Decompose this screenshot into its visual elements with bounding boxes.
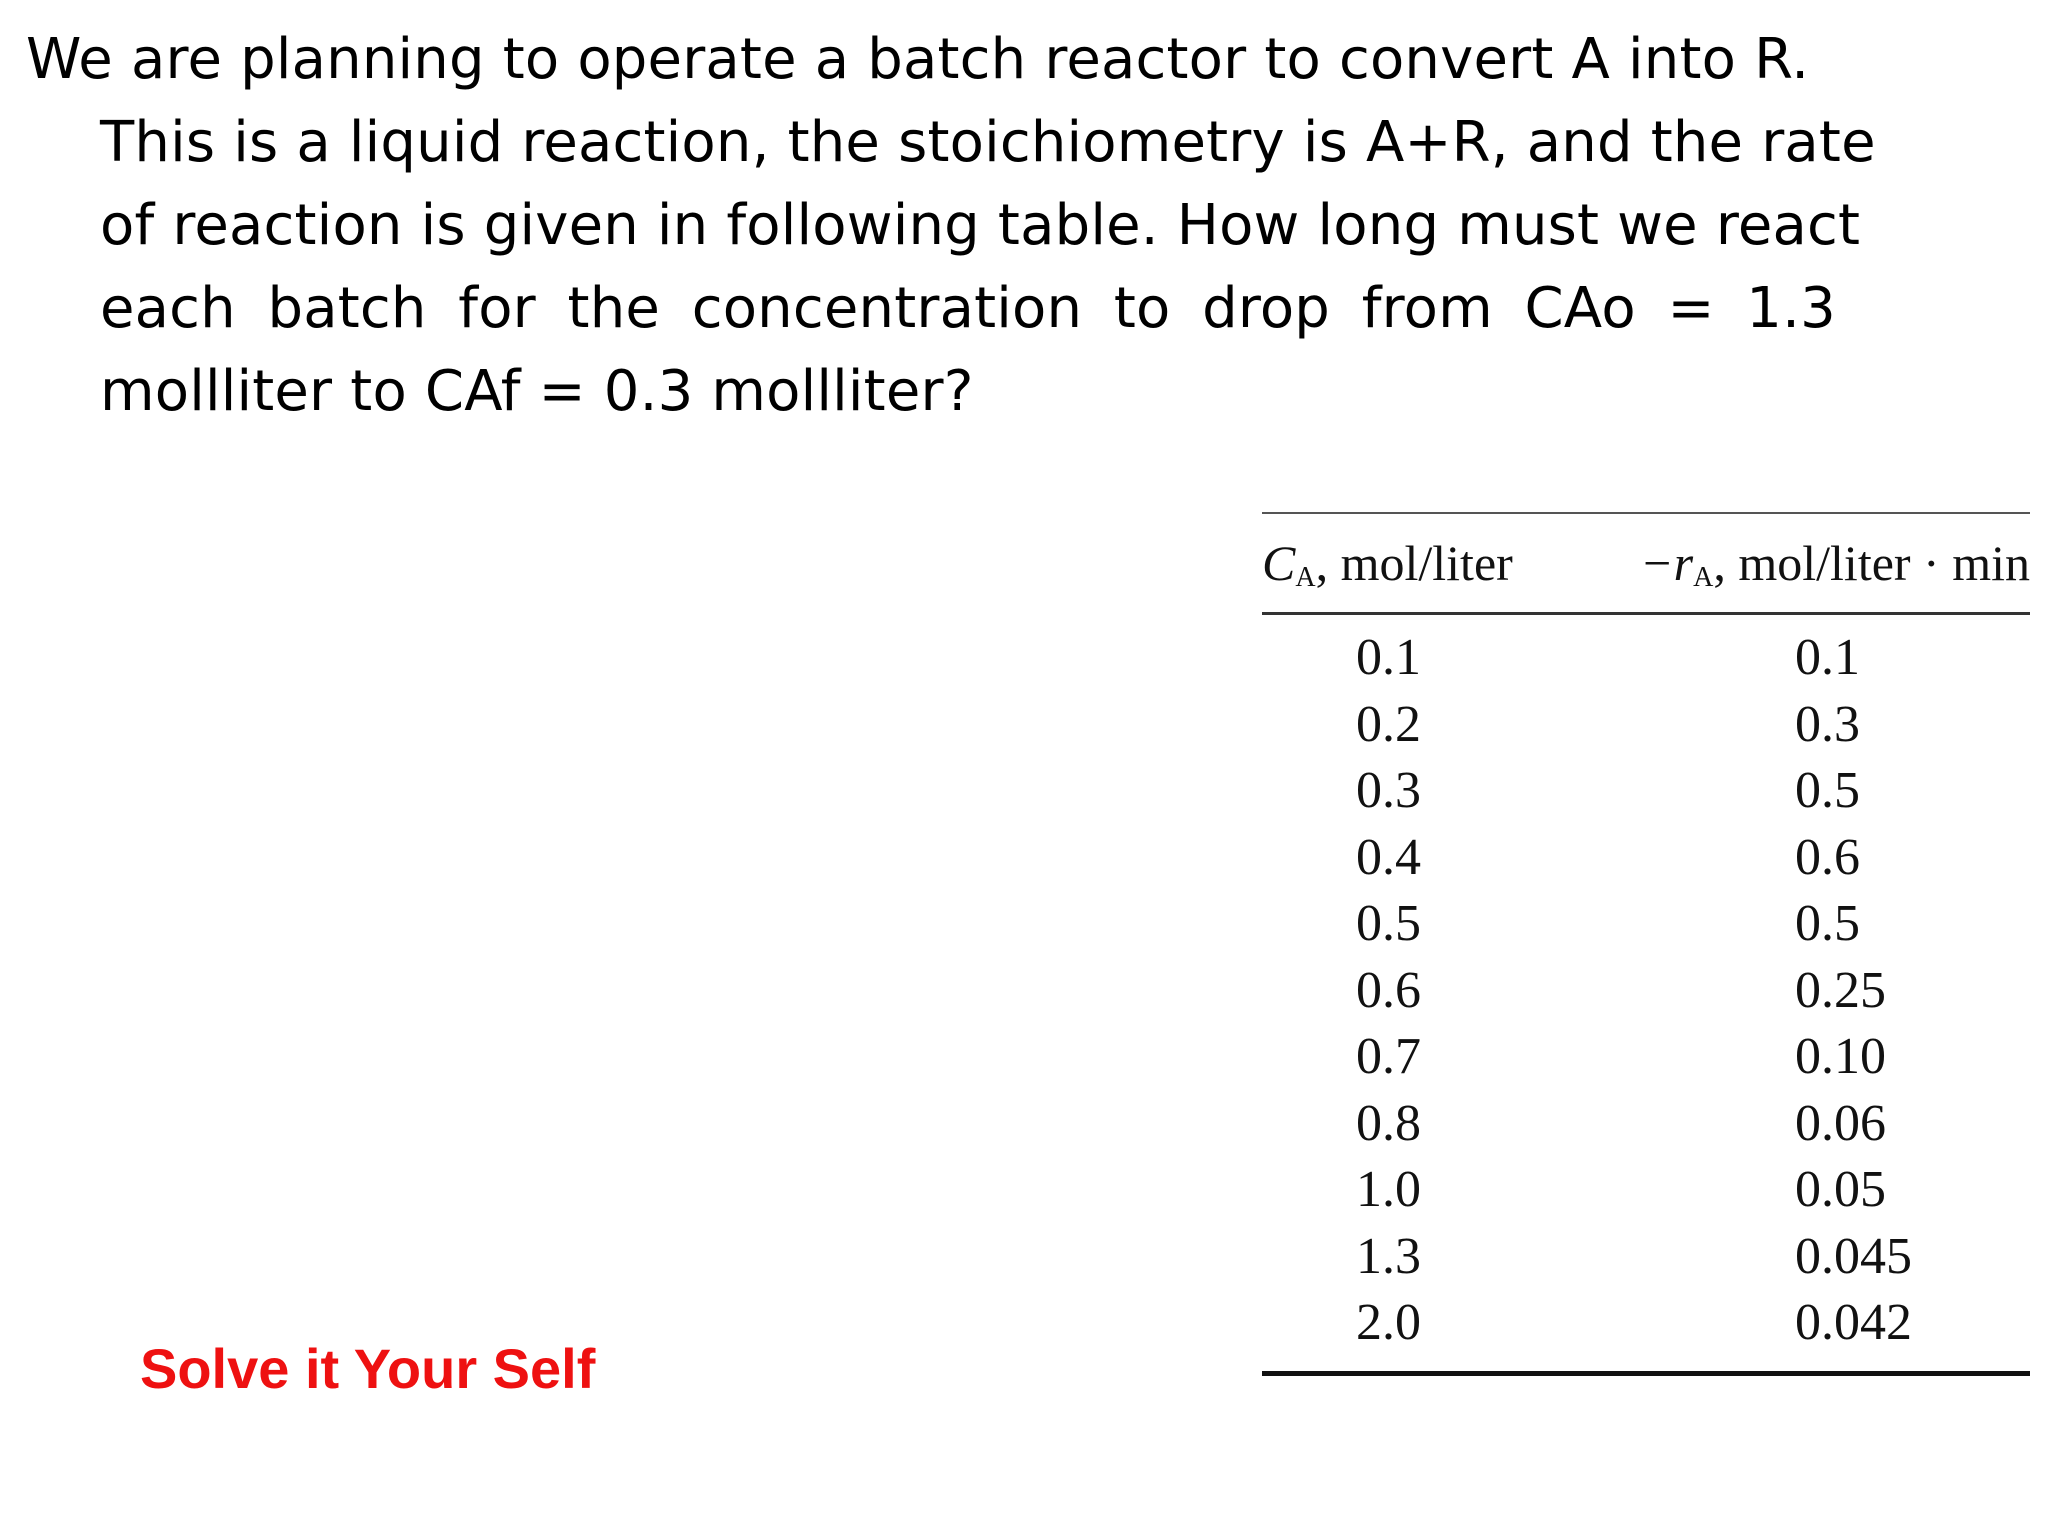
ra-cell: 0.3 — [1795, 695, 1860, 753]
problem-word: = — [1667, 276, 1715, 341]
ra-cell: 0.05 — [1795, 1161, 1886, 1218]
rate-data-table — [1262, 512, 2030, 1376]
problem-word: batch — [267, 276, 427, 341]
problem-word: the — [567, 276, 661, 341]
table-row — [1262, 1157, 2030, 1224]
header-ca-symbol: C — [1262, 535, 1296, 591]
table-header — [1262, 514, 2030, 612]
problem-line-4 — [26, 267, 1836, 350]
problem-word: concentration — [691, 276, 1083, 341]
table-row — [1262, 825, 2030, 892]
ca-cell: 0.3 — [1356, 762, 1421, 819]
table-row — [1262, 1224, 2030, 1291]
header-rate — [1640, 534, 2030, 594]
table-bottom-rule — [1262, 1371, 2030, 1376]
ca-cell: 0.4 — [1356, 828, 1421, 886]
ca-cell: 0.5 — [1356, 895, 1421, 952]
ca-cell: 0.8 — [1356, 1094, 1421, 1152]
ra-cell: 0.1 — [1795, 629, 1860, 686]
problem-line-3: of reaction is given in following table. How long must we react — [100, 193, 1861, 258]
ra-cell: 0.5 — [1795, 762, 1860, 819]
problem-line-1: We are planning to operate a batch reactor to convert A into R. — [26, 27, 1810, 92]
problem-line-2: This is a liquid reaction, the stoichiometry is A+R, and the rate — [100, 110, 1876, 175]
table-row — [1262, 625, 2030, 692]
problem-word: each — [100, 276, 236, 341]
ca-cell: 0.7 — [1356, 1028, 1421, 1085]
problem-line-5: mollliter to CAf = 0.3 mollliter? — [100, 359, 974, 424]
header-ra-subscript: A — [1693, 562, 1714, 593]
table-body — [1262, 615, 2030, 1357]
ra-cell: 0.042 — [1795, 1294, 1912, 1351]
table-row — [1262, 958, 2030, 1025]
solve-yourself-note: Solve it Your Self — [140, 1337, 596, 1400]
ra-cell: 0.045 — [1795, 1227, 1912, 1285]
table-row — [1262, 758, 2030, 825]
problem-word: from — [1361, 276, 1493, 341]
table-row — [1262, 891, 2030, 958]
ca-cell: 1.3 — [1356, 1227, 1421, 1285]
table-row — [1262, 692, 2030, 759]
ca-cell: 0.2 — [1356, 695, 1421, 753]
table-row — [1262, 1091, 2030, 1158]
header-ca-units: , mol/liter — [1315, 535, 1513, 591]
header-ca-subscript: A — [1295, 562, 1316, 593]
problem-word: to — [1113, 276, 1171, 341]
ra-cell: 0.5 — [1795, 895, 1860, 952]
ca-cell: 1.0 — [1356, 1161, 1421, 1218]
table-row — [1262, 1024, 2030, 1091]
ra-cell: 0.6 — [1795, 828, 1860, 886]
problem-word: CAo — [1524, 276, 1636, 341]
ca-cell: 0.6 — [1356, 961, 1421, 1019]
ra-cell: 0.10 — [1795, 1028, 1886, 1085]
ra-cell: 0.25 — [1795, 961, 1886, 1019]
problem-word: drop — [1202, 276, 1331, 341]
ca-cell: 0.1 — [1356, 629, 1421, 686]
ca-cell: 2.0 — [1356, 1294, 1421, 1351]
problem-word: for — [458, 276, 536, 341]
header-ra-symbol: −r — [1639, 535, 1694, 591]
ra-cell: 0.06 — [1795, 1094, 1886, 1152]
table-row — [1262, 1290, 2030, 1357]
header-ra-units: , mol/liter · min — [1713, 535, 2030, 591]
problem-word: 1.3 — [1746, 276, 1836, 341]
problem-statement — [26, 18, 1876, 433]
header-concentration — [1262, 534, 1513, 594]
